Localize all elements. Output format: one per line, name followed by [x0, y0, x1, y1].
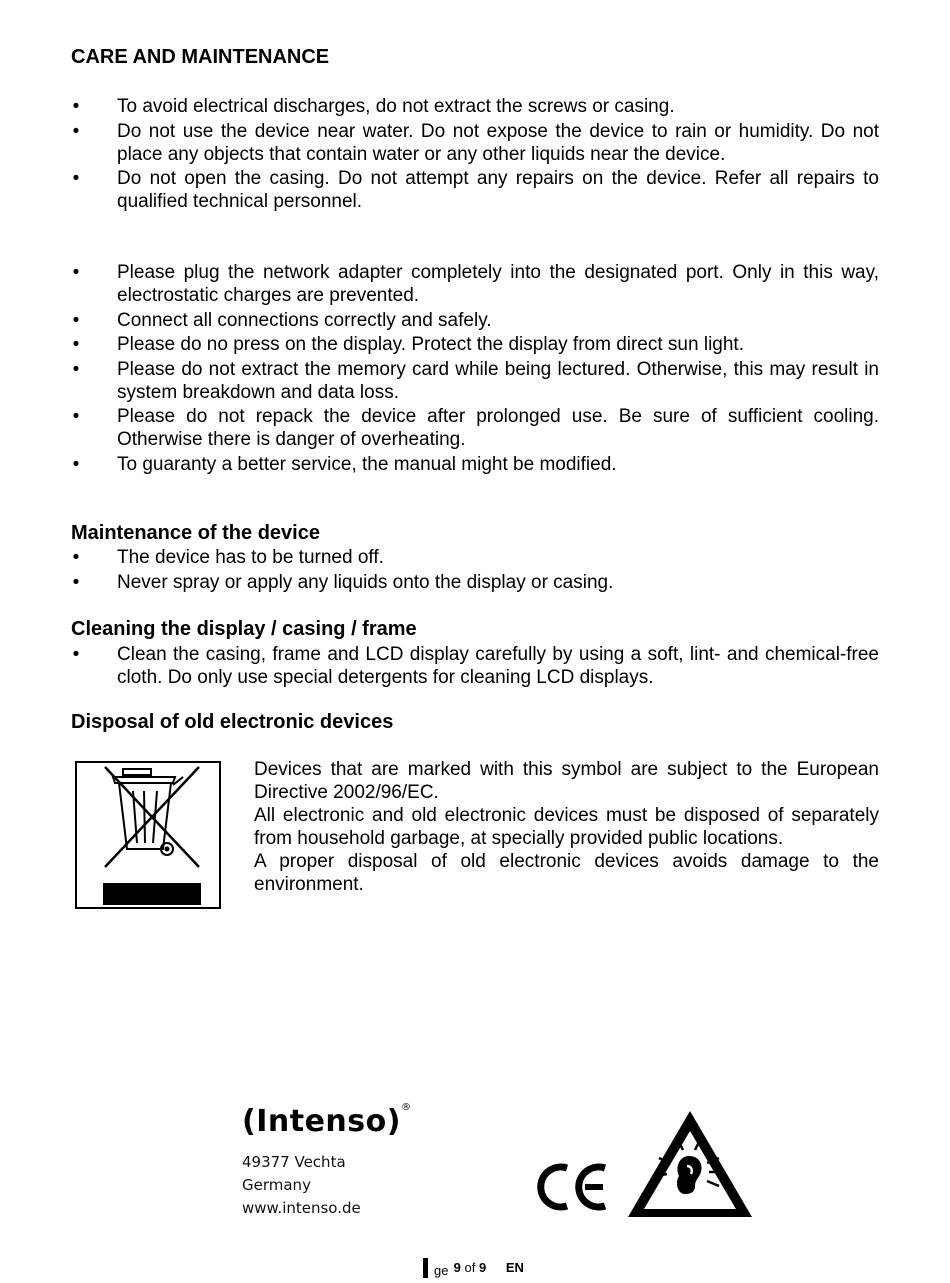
maintenance-heading: Maintenance of the device: [71, 522, 320, 544]
list-item: • Please plug the network adapter completely into the designated port. Only in this way, electrostatic charges are prevented.: [72, 262, 879, 306]
address-line: 49377 Vechta: [242, 1153, 346, 1171]
bullet-icon: •: [72, 644, 80, 665]
bullet-icon: •: [72, 571, 80, 593]
paragraph: A proper disposal of old electronic devices avoids damage to the environment.: [254, 851, 879, 895]
list-item: • To avoid electrical discharges, do not extract the screws or casing.: [72, 96, 675, 117]
intenso-logo: (Intenso)®: [242, 1102, 412, 1139]
disposal-text: [254, 758, 879, 896]
paragraph: Devices that are marked with this symbol are subject to the European Directive 2002/96/EC.: [254, 759, 879, 803]
bullet-list-usage: [71, 261, 879, 478]
bullet-icon: •: [72, 547, 80, 568]
bullet-icon: •: [72, 406, 80, 428]
page-total: 9: [478, 1260, 487, 1275]
list-item: • Please do no press on the display. Protect the display from direct sun light.: [72, 334, 744, 356]
list-item: • To guaranty a better service, the manual might be modified.: [72, 453, 617, 475]
list-item: • Do not open the casing. Do not attempt any repairs on the device. Refer all repairs to qualified technical personnel.: [72, 168, 879, 213]
warning-triangle-graphic: [625, 1108, 755, 1220]
page-of: of: [464, 1260, 476, 1275]
section-heading: CARE AND MAINTENANCE: [71, 46, 330, 68]
wheelie-bin-graphic: [77, 763, 219, 907]
paragraph: All electronic and old electronic devices must be disposed of separately from household garbage, at specially provided public locations.: [254, 805, 879, 849]
bullet-icon: •: [72, 120, 80, 142]
website-link[interactable]: www.intenso.de: [242, 1199, 361, 1217]
bullet-icon: •: [72, 309, 80, 331]
bullet-icon: •: [72, 334, 80, 356]
crossed-out-wheelie-bin-icon: [75, 761, 221, 909]
bullet-list-maintenance: [71, 546, 879, 595]
bullet-icon: •: [72, 168, 80, 190]
address-line: Germany: [242, 1176, 311, 1194]
list-item: • Connect all connections correctly and safely.: [72, 309, 492, 331]
bullet-list-cleaning: [71, 643, 879, 691]
language-code: EN: [505, 1260, 524, 1275]
list-item: • The device has to be turned off.: [72, 547, 384, 568]
bullet-icon: •: [72, 453, 80, 475]
bullet-icon: •: [72, 96, 80, 117]
footer-prefix: ge: [434, 1263, 449, 1278]
bullet-list-safety: [71, 95, 879, 215]
list-item: • Never spray or apply any liquids onto the display or casing.: [72, 571, 614, 593]
hearing-damage-warning-icon: [625, 1108, 755, 1225]
company-address: [242, 1151, 361, 1220]
bullet-icon: •: [72, 262, 80, 283]
list-item: • Clean the casing, frame and LCD display carefully by using a soft, lint- and chemical-free cloth. Do only use special detergents for cleaning LCD displays.: [72, 644, 879, 688]
list-item: • Please do not extract the memory card while being lectured. Otherwise, this may result in system breakdown and data loss.: [72, 358, 879, 403]
ce-mark-icon: [537, 1160, 611, 1219]
ce-mark-graphic: [537, 1160, 611, 1214]
bullet-icon: •: [72, 358, 80, 380]
list-item: • Do not use the device near water. Do not expose the device to rain or humidity. Do not place any objects that contain water or any other liquids near the device.: [72, 120, 879, 165]
footer-bar: [423, 1258, 428, 1278]
list-item: • Please do not repack the device after prolonged use. Be sure of sufficient cooling. Otherwise there is danger of overheating.: [72, 406, 879, 451]
cleaning-heading: Cleaning the display / casing / frame: [71, 618, 417, 640]
disposal-heading: Disposal of old electronic devices: [71, 711, 394, 733]
page-number: 9: [453, 1260, 461, 1275]
page-footer: [423, 1258, 524, 1278]
